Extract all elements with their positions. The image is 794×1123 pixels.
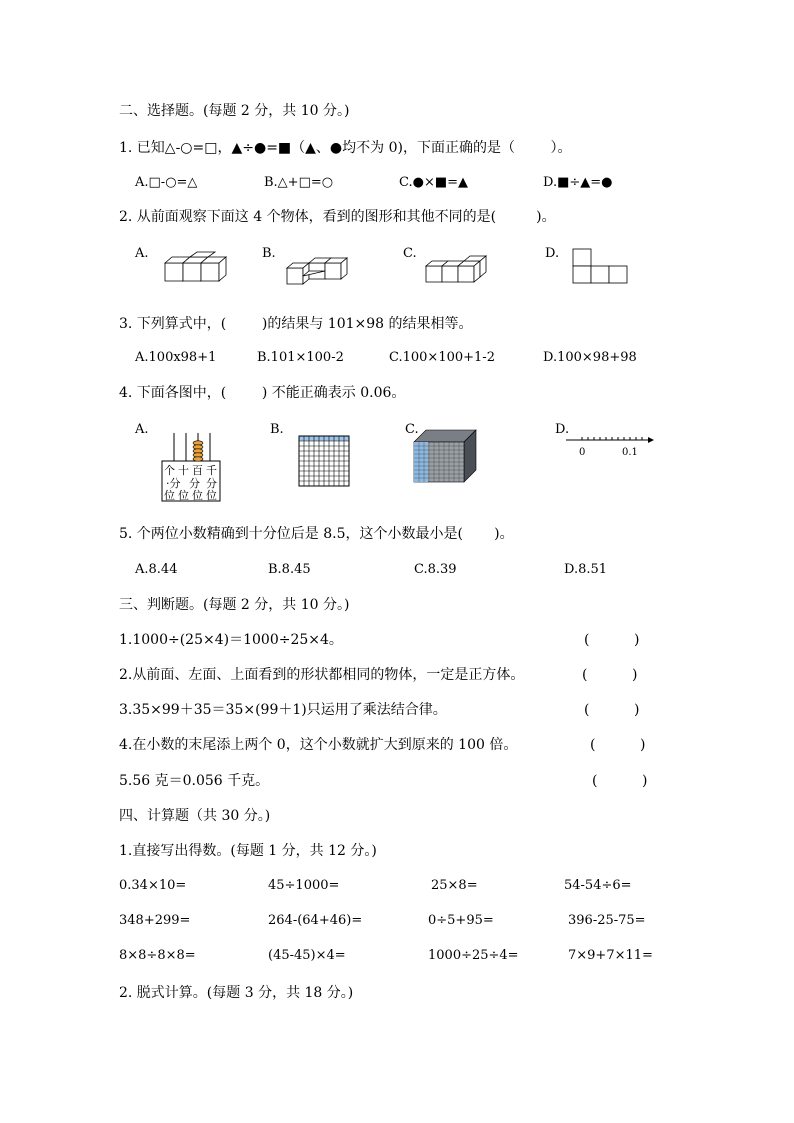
q2-text: 2. 从前面观察下面这 4 个物体，看到的图形和其他不同的是( )。 [119, 209, 556, 225]
q4-option-b: B. [270, 422, 284, 437]
q3-text: 3. 下列算式中，( )的结果与 101×98 的结果相等。 [119, 316, 473, 332]
q2-option-d: D. [545, 246, 560, 261]
judge-item-1: 1.1000÷(25×4)＝1000÷25×4。 [119, 632, 343, 648]
judge-item-5: 5.56 克＝0.056 千克。 [119, 773, 270, 789]
calc-item: 45÷1000= [268, 878, 340, 893]
q4-text: 4. 下面各图中，( ) 不能正确表示 0.06。 [119, 385, 406, 401]
q2-figure-d [571, 247, 631, 287]
q2-figure-b [285, 254, 349, 288]
q3-option-c: C.100×100+1-2 [389, 350, 495, 365]
abacus-label: ·分 [166, 477, 181, 490]
calc-item: 396-25-75= [568, 913, 646, 928]
q4-abacus-figure [161, 431, 223, 503]
q4-option-c: C. [405, 422, 419, 437]
q2-option-c: C. [403, 246, 417, 261]
judge-paren-3[interactable]: ( ) [584, 702, 640, 718]
abacus-label: 位 [206, 489, 217, 502]
judge-item-4: 4.在小数的末尾添上两个 0，这个小数就扩大到原来的 100 倍。 [119, 737, 518, 753]
q3-option-b: B.101×100-2 [257, 350, 344, 365]
section-3-heading: 三、判断题。(每题 2 分，共 10 分。) [119, 597, 350, 613]
calc-sub2-heading: 2. 脱式计算。(每题 3 分，共 18 分。) [119, 985, 354, 1001]
q1-option-c: C.●×■=▲ [399, 175, 469, 190]
q1-option-b: B.△+□=○ [264, 175, 334, 190]
calc-item: 54-54÷6= [564, 878, 632, 893]
judge-paren-2[interactable]: ( ) [582, 667, 638, 683]
judge-item-3: 3.35×99＋35＝35×(99＋1)只运用了乘法结合律。 [119, 702, 447, 718]
section-4-heading: 四、计算题（共 30 分。) [119, 808, 271, 824]
calc-item: 7×9+7×11= [568, 948, 653, 963]
q3-option-a: A.100x98+1 [135, 350, 217, 365]
q5-option-d: D.8.51 [564, 562, 608, 577]
abacus-label: 位 [164, 489, 175, 502]
judge-paren-5[interactable]: ( ) [592, 773, 648, 789]
calc-item: (45-45)×4= [268, 948, 346, 963]
q1-text: 1. 已知△-○=□，▲÷●=■（▲、●均不为 0)，下面正确的是（ ）。 [119, 140, 572, 156]
q4-grid-figure [297, 434, 353, 490]
judge-paren-1[interactable]: ( ) [584, 632, 640, 648]
abacus-label: 个 [164, 464, 175, 477]
calc-sub1-heading: 1.直接写出得数。(每题 1 分，共 12 分。) [119, 843, 377, 859]
q5-option-b: B.8.45 [268, 562, 311, 577]
q4-option-a: A. [135, 422, 149, 437]
abacus-label: 百 [192, 464, 203, 477]
abacus-label: 位 [178, 489, 189, 502]
q1-option-d: D.■÷▲=● [543, 175, 613, 190]
abacus-label: 位 [192, 489, 203, 502]
q2-figure-a [163, 251, 233, 285]
number-line-zero: 0 [579, 447, 586, 458]
calc-item: 25×8= [431, 878, 478, 893]
q5-text: 5. 个两位小数精确到十分位后是 8.5，这个小数最小是( )。 [119, 526, 514, 542]
q5-option-c: C.8.39 [414, 562, 457, 577]
judge-item-2: 2.从前面、左面、上面看到的形状都相同的物体，一定是正方体。 [119, 667, 525, 683]
calc-item: 8×8÷8×8= [119, 948, 196, 963]
q2-option-b: B. [262, 246, 276, 261]
calc-item: 1000÷25÷4= [428, 948, 519, 963]
q4-cube-figure [412, 428, 478, 484]
q2-figure-c [424, 252, 494, 286]
calc-item: 264-(64+46)= [268, 913, 363, 928]
judge-paren-4[interactable]: ( ) [590, 737, 646, 753]
q3-option-d: D.100×98+98 [543, 350, 637, 365]
abacus-label: 千 [206, 464, 217, 477]
section-2-heading: 二、选择题。(每题 2 分，共 10 分。) [119, 103, 350, 119]
calc-item: 0÷5+95= [428, 913, 494, 928]
q5-option-a: A.8.44 [135, 562, 178, 577]
q4-option-d: D. [555, 422, 570, 437]
abacus-label: 分 [189, 477, 200, 490]
number-line-tenth: 0.1 [622, 447, 638, 458]
abacus-label: 分 [206, 477, 217, 490]
abacus-label: 十 [178, 464, 189, 477]
q4-number-line [564, 430, 656, 458]
q1-option-a: A.□-○=△ [135, 175, 198, 190]
q2-option-a: A. [135, 246, 149, 261]
calc-item: 0.34×10= [119, 878, 187, 893]
calc-item: 348+299= [119, 913, 191, 928]
